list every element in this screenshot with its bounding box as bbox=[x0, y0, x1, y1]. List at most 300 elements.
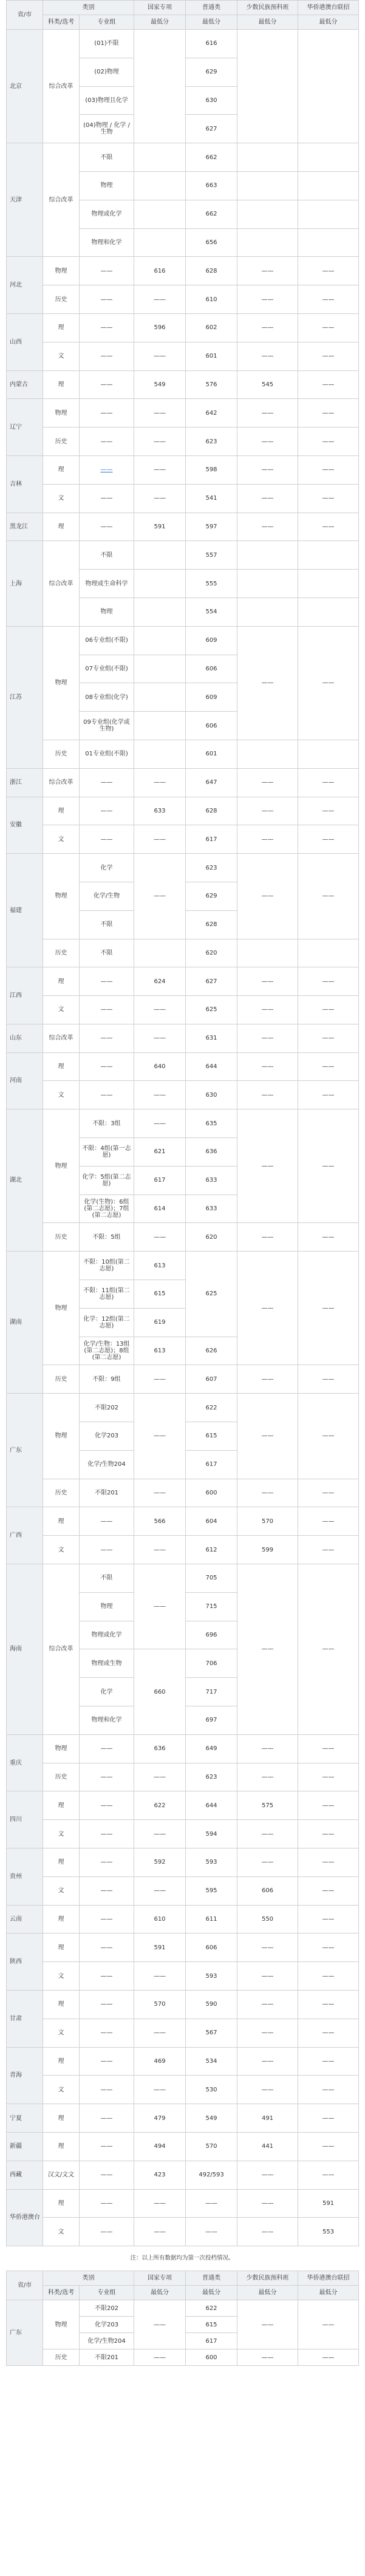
national-special-score: —— bbox=[134, 2019, 186, 2047]
national-special-score: —— bbox=[134, 1081, 186, 1109]
subject-cell: 历史 bbox=[43, 1763, 80, 1791]
national-special-score bbox=[134, 143, 186, 172]
hmt-score: 591 bbox=[298, 2189, 359, 2218]
national-special-score bbox=[134, 712, 186, 740]
minority-pre-score: —— bbox=[237, 1962, 298, 1991]
group-cell: 09专业组(化学或生物) bbox=[80, 712, 134, 740]
table-row bbox=[7, 967, 359, 996]
minority-pre-score: —— bbox=[237, 1990, 298, 2019]
national-special-score: 423 bbox=[134, 2161, 186, 2189]
subject-cell: 文 bbox=[43, 484, 80, 513]
hmt-score: —— bbox=[298, 1962, 359, 1991]
hmt-score: 553 bbox=[298, 2218, 359, 2246]
general-score: 617 bbox=[186, 825, 237, 854]
table-row bbox=[7, 2047, 359, 2076]
minority-pre-score: —— bbox=[237, 1365, 298, 1394]
minority-pre-score: —— bbox=[237, 1223, 298, 1252]
table-row bbox=[7, 342, 359, 370]
group-cell: —— bbox=[80, 484, 134, 513]
table-row bbox=[7, 1365, 359, 1394]
general-score: 697 bbox=[186, 1706, 237, 1735]
group-cell: (03)物理且化学 bbox=[80, 86, 134, 115]
minority-pre-score: 570 bbox=[237, 1507, 298, 1536]
general-score: 656 bbox=[186, 228, 237, 257]
province-cell: 湖北 bbox=[7, 1109, 43, 1252]
hmt-score bbox=[298, 598, 359, 626]
general-score: 633 bbox=[186, 1194, 237, 1223]
group-cell: 08专业组(化学) bbox=[80, 683, 134, 712]
general-score: 530 bbox=[186, 2076, 237, 2104]
hmt-score: —— bbox=[298, 513, 359, 541]
hmt-score bbox=[298, 143, 359, 172]
minority-pre-score: 441 bbox=[237, 2132, 298, 2161]
table-row bbox=[7, 1252, 359, 1280]
subject-cell: 理 bbox=[43, 1791, 80, 1820]
group-cell: 化学203 bbox=[80, 2317, 134, 2333]
table-row bbox=[7, 1507, 359, 1536]
table-row bbox=[7, 1394, 359, 1422]
subject-cell: 文 bbox=[43, 825, 80, 854]
group-cell: —— bbox=[80, 285, 134, 314]
national-special-score: —— bbox=[134, 285, 186, 314]
hmt-score: —— bbox=[298, 1109, 359, 1223]
national-special-score bbox=[134, 171, 186, 200]
general-score: 662 bbox=[186, 200, 237, 228]
table-row bbox=[7, 285, 359, 314]
general-score: 705 bbox=[186, 1564, 237, 1593]
hmt-score: —— bbox=[298, 2076, 359, 2104]
table-row bbox=[7, 1223, 359, 1252]
header-min-score: 最低分 bbox=[237, 2286, 298, 2300]
header-general-batch: 普通类 bbox=[186, 1, 237, 15]
general-score: 623 bbox=[186, 428, 237, 456]
table-row bbox=[7, 2076, 359, 2104]
minority-pre-score: —— bbox=[237, 2161, 298, 2189]
subject-cell: 理 bbox=[43, 1849, 80, 1877]
hmt-score: —— bbox=[298, 399, 359, 428]
province-cell: 四川 bbox=[7, 1791, 43, 1849]
header-hmt: 华侨港澳台联招 bbox=[298, 1, 359, 15]
national-special-score: 633 bbox=[134, 797, 186, 825]
general-score: 628 bbox=[186, 910, 237, 939]
general-score: 593 bbox=[186, 1962, 237, 1991]
general-score: 647 bbox=[186, 768, 237, 797]
province-cell: 上海 bbox=[7, 541, 43, 626]
general-score: 662 bbox=[186, 143, 237, 172]
minority-pre-score: 545 bbox=[237, 370, 298, 399]
general-score: 622 bbox=[186, 1394, 237, 1422]
minority-pre-score: —— bbox=[237, 2349, 298, 2366]
hmt-score: —— bbox=[298, 1024, 359, 1052]
general-score: 631 bbox=[186, 1024, 237, 1052]
score-table-body bbox=[7, 1, 359, 2246]
general-score: —— bbox=[186, 2189, 237, 2218]
minority-pre-score: —— bbox=[237, 967, 298, 996]
general-score: 612 bbox=[186, 1536, 237, 1564]
subject-cell: 综合改革 bbox=[43, 768, 80, 797]
general-score: 593 bbox=[186, 1849, 237, 1877]
province-cell: 河北 bbox=[7, 257, 43, 314]
table-row bbox=[7, 854, 359, 882]
hmt-score: —— bbox=[298, 1820, 359, 1849]
general-score: 617 bbox=[186, 2333, 237, 2349]
hmt-score: —— bbox=[298, 996, 359, 1024]
national-special-score: —— bbox=[134, 399, 186, 428]
group-cell: 物理或化学 bbox=[80, 1621, 134, 1649]
subject-cell: 理 bbox=[43, 1990, 80, 2019]
group-cell: —— bbox=[80, 513, 134, 541]
general-score: 622 bbox=[186, 2300, 237, 2317]
header-min-score: 最低分 bbox=[298, 2286, 359, 2300]
header-min-score: 最低分 bbox=[298, 15, 359, 30]
group-cell: —— bbox=[80, 1820, 134, 1849]
general-score: 630 bbox=[186, 1081, 237, 1109]
hmt-score: —— bbox=[298, 370, 359, 399]
national-special-score: —— bbox=[134, 854, 186, 939]
header-subject-type: 科类/选考 bbox=[43, 2286, 80, 2300]
general-score: 625 bbox=[186, 1252, 237, 1337]
group-cell: 化学/生物204 bbox=[80, 1450, 134, 1479]
group-cell: 不限：9组 bbox=[80, 1365, 134, 1394]
minority-pre-score: —— bbox=[237, 2019, 298, 2047]
hmt-score: —— bbox=[298, 1849, 359, 1877]
general-score: 644 bbox=[186, 1791, 237, 1820]
general-score: 610 bbox=[186, 285, 237, 314]
general-score: 595 bbox=[186, 1876, 237, 1905]
table-row bbox=[7, 2189, 359, 2218]
general-score: 629 bbox=[186, 882, 237, 910]
group-cell: —— bbox=[80, 1962, 134, 1991]
group-cell: —— bbox=[80, 1849, 134, 1877]
hmt-score: —— bbox=[298, 428, 359, 456]
national-special-score: —— bbox=[134, 1763, 186, 1791]
general-score: 628 bbox=[186, 257, 237, 285]
national-special-score: 591 bbox=[134, 1934, 186, 1962]
general-score: 626 bbox=[186, 1337, 237, 1365]
national-special-score: 549 bbox=[134, 370, 186, 399]
group-cell: —— bbox=[80, 455, 134, 484]
minority-pre-score: —— bbox=[237, 996, 298, 1024]
general-score: 604 bbox=[186, 1507, 237, 1536]
general-score: 616 bbox=[186, 30, 237, 58]
table-row bbox=[7, 768, 359, 797]
national-special-score bbox=[134, 655, 186, 683]
general-score: 649 bbox=[186, 1734, 237, 1763]
group-cell: 不限202 bbox=[80, 1394, 134, 1422]
group-cell: —— bbox=[80, 257, 134, 285]
group-cell: —— bbox=[80, 2104, 134, 2133]
header-min-score: 最低分 bbox=[134, 2286, 186, 2300]
national-special-score: 624 bbox=[134, 967, 186, 996]
general-score: 549 bbox=[186, 2104, 237, 2133]
header-minority-pre: 少数民族预科班 bbox=[237, 2271, 298, 2286]
general-score: 570 bbox=[186, 2132, 237, 2161]
table-row bbox=[7, 1109, 359, 1138]
subject-cell: 综合改革 bbox=[43, 541, 80, 626]
general-score: 636 bbox=[186, 1138, 237, 1167]
hmt-score: —— bbox=[298, 1081, 359, 1109]
minority-pre-score: —— bbox=[237, 257, 298, 285]
general-score: 607 bbox=[186, 1365, 237, 1394]
province-cell: 河南 bbox=[7, 1052, 43, 1109]
national-special-score: 617 bbox=[134, 1166, 186, 1194]
general-score: 715 bbox=[186, 1592, 237, 1621]
table-row bbox=[7, 2104, 359, 2133]
table-row bbox=[7, 1734, 359, 1763]
province-cell: 甘肃 bbox=[7, 1990, 43, 2047]
national-special-score: —— bbox=[134, 996, 186, 1024]
table-row bbox=[7, 513, 359, 541]
general-score: 541 bbox=[186, 484, 237, 513]
general-score: 611 bbox=[186, 1905, 237, 1934]
province-cell: 浙江 bbox=[7, 768, 43, 797]
table-row bbox=[7, 143, 359, 172]
national-special-score: —— bbox=[134, 2300, 186, 2349]
province-cell: 山西 bbox=[7, 313, 43, 370]
hmt-score: —— bbox=[298, 313, 359, 342]
subject-cell: 文 bbox=[43, 1536, 80, 1564]
subject-cell: 物理 bbox=[43, 854, 80, 939]
subject-cell: 文 bbox=[43, 1081, 80, 1109]
subject-cell: 历史 bbox=[43, 2349, 80, 2366]
province-cell: 广东 bbox=[7, 2300, 43, 2366]
minority-pre-score: —— bbox=[237, 2076, 298, 2104]
general-score: 534 bbox=[186, 2047, 237, 2076]
hmt-score bbox=[298, 541, 359, 570]
national-special-score: 615 bbox=[134, 1280, 186, 1309]
general-score: 706 bbox=[186, 1649, 237, 1678]
hmt-score: —— bbox=[298, 1052, 359, 1081]
national-special-score: 494 bbox=[134, 2132, 186, 2161]
group-cell: —— bbox=[80, 2019, 134, 2047]
table-row bbox=[7, 1052, 359, 1081]
minority-pre-score bbox=[237, 541, 298, 570]
minority-pre-score: —— bbox=[237, 1052, 298, 1081]
general-score: 696 bbox=[186, 1621, 237, 1649]
general-score: 633 bbox=[186, 1166, 237, 1194]
national-special-score: 570 bbox=[134, 1990, 186, 2019]
minority-pre-score: —— bbox=[237, 313, 298, 342]
table-row bbox=[7, 740, 359, 768]
national-special-score bbox=[134, 570, 186, 598]
hmt-score: —— bbox=[298, 342, 359, 370]
group-cell: 化学：12组(第二志愿) bbox=[80, 1308, 134, 1337]
table-row bbox=[7, 1763, 359, 1791]
group-cell: —— bbox=[80, 399, 134, 428]
minority-pre-score: —— bbox=[237, 1394, 298, 1479]
national-special-score: 640 bbox=[134, 1052, 186, 1081]
national-special-score bbox=[134, 228, 186, 257]
header-major-group: 专业组 bbox=[80, 2286, 134, 2300]
national-special-score: —— bbox=[134, 2218, 186, 2246]
hmt-score: —— bbox=[298, 854, 359, 939]
table-row bbox=[7, 797, 359, 825]
minority-pre-score: —— bbox=[237, 2218, 298, 2246]
table-row bbox=[7, 2218, 359, 2246]
general-score: 620 bbox=[186, 939, 237, 967]
minority-pre-score bbox=[237, 598, 298, 626]
general-score: 567 bbox=[186, 2019, 237, 2047]
national-special-score: —— bbox=[134, 484, 186, 513]
group-cell: 不限：11组(第二志愿) bbox=[80, 1280, 134, 1309]
national-special-score: 616 bbox=[134, 257, 186, 285]
general-score: 600 bbox=[186, 1479, 237, 1507]
group-cell: 不限：5组 bbox=[80, 1223, 134, 1252]
minority-pre-score: 575 bbox=[237, 1791, 298, 1820]
table-row bbox=[7, 399, 359, 428]
hmt-score: —— bbox=[298, 1905, 359, 1934]
hmt-score: —— bbox=[298, 1763, 359, 1791]
national-special-score: —— bbox=[134, 1109, 186, 1138]
admission-scores-page bbox=[6, 0, 358, 2366]
subject-cell: 文 bbox=[43, 1962, 80, 1991]
general-score: 627 bbox=[186, 967, 237, 996]
national-special-score: —— bbox=[134, 1365, 186, 1394]
hmt-score: —— bbox=[298, 285, 359, 314]
minority-pre-score: —— bbox=[237, 1763, 298, 1791]
group-cell: —— bbox=[80, 1905, 134, 1934]
hmt-score: —— bbox=[298, 2104, 359, 2133]
subject-cell: 物理 bbox=[43, 257, 80, 285]
group-cell: 物理或化学 bbox=[80, 200, 134, 228]
general-score: 717 bbox=[186, 1678, 237, 1706]
header-row bbox=[7, 1, 359, 15]
table-row bbox=[7, 484, 359, 513]
header-national-special: 国家专项 bbox=[134, 2271, 186, 2286]
minority-pre-score: —— bbox=[237, 1734, 298, 1763]
hmt-score: —— bbox=[298, 1564, 359, 1735]
hmt-score: —— bbox=[298, 1791, 359, 1820]
subject-cell: 历史 bbox=[43, 1479, 80, 1507]
subject-cell: 物理 bbox=[43, 1109, 80, 1223]
hmt-score: —— bbox=[298, 1479, 359, 1507]
minority-pre-score: —— bbox=[237, 825, 298, 854]
hmt-score: —— bbox=[298, 2349, 359, 2366]
subject-cell: 文 bbox=[43, 1876, 80, 1905]
group-cell: 化学/生物204 bbox=[80, 2333, 134, 2349]
hmt-score: —— bbox=[298, 1990, 359, 2019]
group-cell: 不限201 bbox=[80, 1479, 134, 1507]
group-cell: 物理或生物 bbox=[80, 1649, 134, 1678]
minority-pre-score: —— bbox=[237, 1479, 298, 1507]
header-row bbox=[7, 15, 359, 30]
minority-pre-score: —— bbox=[237, 285, 298, 314]
hmt-score: —— bbox=[298, 2161, 359, 2189]
national-special-score: 613 bbox=[134, 1252, 186, 1280]
general-score: 557 bbox=[186, 541, 237, 570]
subject-cell: 理 bbox=[43, 1934, 80, 1962]
table-row bbox=[7, 1934, 359, 1962]
general-score: 590 bbox=[186, 1990, 237, 2019]
group-cell: 不限：10组(第二志愿) bbox=[80, 1252, 134, 1280]
table-row bbox=[7, 1990, 359, 2019]
minority-pre-score bbox=[237, 939, 298, 967]
table-row bbox=[7, 313, 359, 342]
general-score: 601 bbox=[186, 740, 237, 768]
national-special-score: 469 bbox=[134, 2047, 186, 2076]
hmt-score: —— bbox=[298, 967, 359, 996]
national-special-score: 479 bbox=[134, 2104, 186, 2133]
national-special-score bbox=[134, 740, 186, 768]
group-cell: 化学：5组(第二志愿) bbox=[80, 1166, 134, 1194]
general-score: 642 bbox=[186, 399, 237, 428]
general-score: 594 bbox=[186, 1820, 237, 1849]
national-special-score: —— bbox=[134, 428, 186, 456]
province-cell: 华侨港澳台 bbox=[7, 2189, 43, 2246]
group-cell: 01专业组(不限) bbox=[80, 740, 134, 768]
minority-pre-score: —— bbox=[237, 1081, 298, 1109]
general-score: 576 bbox=[186, 370, 237, 399]
header-category: 类别 bbox=[43, 1, 134, 15]
group-cell: 不限202 bbox=[80, 2300, 134, 2317]
group-cell: —— bbox=[80, 2047, 134, 2076]
subject-cell: 理 bbox=[43, 313, 80, 342]
group-cell: —— bbox=[80, 1024, 134, 1052]
minority-pre-score: —— bbox=[237, 1564, 298, 1735]
general-score: 606 bbox=[186, 1934, 237, 1962]
group-cell: —— bbox=[80, 1507, 134, 1536]
subject-cell: 历史 bbox=[43, 939, 80, 967]
province-cell: 天津 bbox=[7, 143, 43, 257]
province-cell: 福建 bbox=[7, 854, 43, 967]
general-score: 615 bbox=[186, 1422, 237, 1451]
hmt-score: —— bbox=[298, 1536, 359, 1564]
group-cell: —— bbox=[80, 1536, 134, 1564]
table-row bbox=[7, 1849, 359, 1877]
general-score: 554 bbox=[186, 598, 237, 626]
general-score: 601 bbox=[186, 342, 237, 370]
general-score: 617 bbox=[186, 1450, 237, 1479]
national-special-score: —— bbox=[134, 1479, 186, 1507]
header-subject-type: 科类/选考 bbox=[43, 15, 80, 30]
subject-cell: 理 bbox=[43, 797, 80, 825]
minority-pre-score: 599 bbox=[237, 1536, 298, 1564]
table-row bbox=[7, 1905, 359, 1934]
national-special-score bbox=[134, 541, 186, 570]
hmt-score bbox=[298, 939, 359, 967]
general-score: 627 bbox=[186, 115, 237, 143]
table-row bbox=[7, 257, 359, 285]
general-score: 644 bbox=[186, 1052, 237, 1081]
hmt-score: —— bbox=[298, 1934, 359, 1962]
group-cell: 化学203 bbox=[80, 1422, 134, 1451]
group-cell: —— bbox=[80, 967, 134, 996]
minority-pre-score: —— bbox=[237, 2047, 298, 2076]
minority-pre-score: —— bbox=[237, 484, 298, 513]
group-cell: 06专业组(不限) bbox=[80, 626, 134, 655]
general-score: 625 bbox=[186, 996, 237, 1024]
province-cell: 江苏 bbox=[7, 626, 43, 768]
minority-pre-score: 606 bbox=[237, 1876, 298, 1905]
province-cell: 西藏 bbox=[7, 2161, 43, 2189]
group-cell: —— bbox=[80, 1081, 134, 1109]
province-cell: 新疆 bbox=[7, 2132, 43, 2161]
table-row bbox=[7, 1791, 359, 1820]
minority-pre-score bbox=[237, 570, 298, 598]
province-cell: 宁夏 bbox=[7, 2104, 43, 2133]
province-cell: 海南 bbox=[7, 1564, 43, 1735]
table-row bbox=[7, 428, 359, 456]
group-cell: 化学/生物 bbox=[80, 882, 134, 910]
minority-pre-score: —— bbox=[237, 455, 298, 484]
subject-cell: 物理 bbox=[43, 1252, 80, 1365]
admission-score-table bbox=[6, 0, 359, 2246]
header-min-score: 最低分 bbox=[134, 15, 186, 30]
group-cell: —— bbox=[80, 1763, 134, 1791]
general-score: 628 bbox=[186, 797, 237, 825]
guangdong-score-table bbox=[6, 2271, 359, 2366]
subject-cell: 历史 bbox=[43, 1223, 80, 1252]
